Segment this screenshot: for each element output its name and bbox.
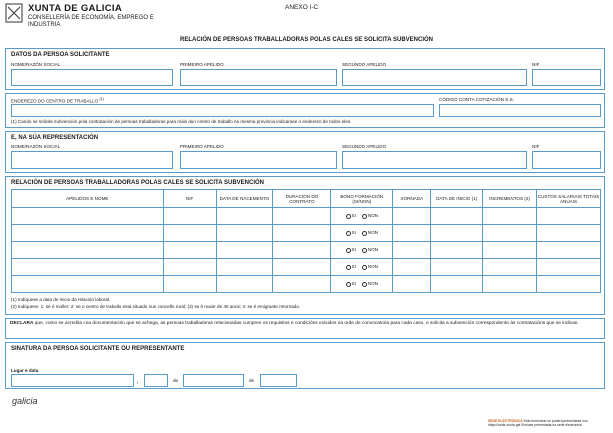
signature-section-title: SINATURA DA PERSOA SOLICITANTE OU REPRESENTANTE	[11, 346, 185, 352]
bono-yes-label: SI	[351, 230, 356, 236]
cell-increments[interactable]	[483, 276, 537, 293]
cell-nif[interactable]	[163, 242, 216, 259]
workers-table-header	[12, 190, 601, 208]
cell-birth[interactable]	[216, 276, 273, 293]
col-bono-header: BONO FORMACIÓN (SI/NON)	[331, 190, 393, 208]
declaration-section	[5, 318, 605, 339]
brand-name: XUNTA DE GALICIA	[28, 3, 122, 14]
representative-surname2-label: SEGUNDO APELIDO	[342, 144, 387, 149]
bono-yes-option[interactable]	[346, 230, 356, 235]
cell-duration[interactable]	[273, 259, 331, 276]
representative-nif-input[interactable]	[532, 151, 601, 169]
xunta-shield-icon	[5, 3, 23, 23]
workers-section	[5, 176, 605, 315]
workplace-code-input[interactable]	[439, 104, 601, 117]
place-input[interactable]	[11, 374, 134, 387]
cell-start[interactable]	[431, 225, 483, 242]
cell-birth[interactable]	[216, 225, 273, 242]
sede-label: SEDE ELECTRÓNICA	[488, 419, 523, 423]
col-start-header: DATA DE INICIO (1)	[431, 190, 483, 208]
sede-text2: Envíase presentada na sede electrónica	[521, 423, 582, 427]
cell-duration[interactable]	[273, 242, 331, 259]
cell-bono	[331, 276, 393, 293]
table-row	[12, 259, 601, 276]
bono-yes-label: SI	[351, 264, 356, 270]
cell-costs[interactable]	[537, 276, 601, 293]
cell-start[interactable]	[431, 259, 483, 276]
cell-xornada[interactable]	[393, 259, 431, 276]
bono-no-option[interactable]	[362, 247, 378, 252]
declaration-lead: DECLARA	[10, 321, 34, 326]
department-name: CONSELLERÍA DE ECONOMÍA, EMPREGO E INDUSTRIA	[28, 15, 154, 28]
workplace-address-label-text: ENDEREZO DO CENTRO DE TRABALLO	[11, 98, 99, 104]
cell-birth[interactable]	[216, 259, 273, 276]
cell-increments[interactable]	[483, 259, 537, 276]
cell-names[interactable]	[12, 259, 164, 276]
bono-no-label: NON	[367, 213, 379, 219]
bono-yes-label: SI	[351, 213, 356, 219]
cell-names[interactable]	[12, 225, 164, 242]
cell-increments[interactable]	[483, 208, 537, 225]
de-label-2: de	[249, 378, 255, 383]
applicant-section	[5, 48, 605, 90]
representative-name-label: NOME/RAZÓN SOCIAL	[11, 144, 61, 149]
applicant-surname2-label: SEGUNDO APELIDO	[342, 62, 387, 67]
page-title: RELACIÓN DE PERSOAS TRABALLADORAS POLAS CALES SE SOLICITA SUBVENCIÓN	[179, 37, 434, 43]
cell-birth[interactable]	[216, 242, 273, 259]
workers-section-title: RELACIÓN DE PERSOAS TRABALLADORAS POLAS CALES SE SOLICITA SUBVENCIÓN	[11, 180, 265, 186]
cell-nif[interactable]	[163, 259, 216, 276]
bono-yes-option[interactable]	[346, 247, 356, 252]
cell-start[interactable]	[431, 208, 483, 225]
annex-label: ANEXO I-C	[285, 4, 319, 11]
representative-section	[5, 131, 605, 173]
applicant-nif-input[interactable]	[532, 69, 601, 86]
applicant-section-title: DATOS DA PERSOA SOLICITANTE	[11, 52, 110, 58]
workers-note-1: (1) Indíquese a data de inicio da relación laboral.	[11, 297, 111, 302]
bono-yes-label: SI	[351, 247, 356, 253]
workers-table	[11, 189, 601, 293]
table-row	[12, 242, 601, 259]
table-row	[12, 276, 601, 293]
radio-icon[interactable]	[362, 265, 367, 270]
year-input[interactable]	[260, 374, 297, 387]
bono-no-option[interactable]	[362, 213, 378, 218]
bono-no-option[interactable]	[362, 230, 378, 235]
col-xornada-header: XORNADA	[393, 190, 431, 208]
cell-names[interactable]	[12, 276, 164, 293]
radio-icon[interactable]	[362, 282, 367, 287]
bono-no-label: NON	[367, 281, 379, 287]
representative-name-input[interactable]	[11, 151, 173, 169]
workplace-address-input[interactable]	[11, 104, 434, 117]
applicant-nif-label: NIF	[532, 62, 540, 67]
cell-nif[interactable]	[163, 208, 216, 225]
workplace-note: (1) Cando se solicite subvención pola contratación de persoas traballadoras para máis dun centro de traballo na mesma provincia indicarase o enderezo de todos eles.	[11, 119, 352, 124]
cell-duration[interactable]	[273, 276, 331, 293]
col-increments-header: INCREMENTOS (2)	[483, 190, 537, 208]
radio-icon[interactable]	[346, 231, 351, 236]
col-costs-header: CUSTOS SALARIAIS TOTAIS ANUAIS	[537, 190, 601, 208]
de-label-1: de	[173, 378, 179, 383]
applicant-surname2-input[interactable]	[342, 69, 527, 86]
col-birth-header: DATA DE NACEMENTO	[216, 190, 273, 208]
radio-icon[interactable]	[346, 265, 351, 270]
radio-icon[interactable]	[362, 248, 367, 253]
applicant-name-input[interactable]	[11, 69, 173, 86]
table-row	[12, 208, 601, 225]
sede-notice	[488, 419, 610, 427]
cell-duration[interactable]	[273, 208, 331, 225]
place-comma: ,	[137, 379, 139, 384]
galicia-logo: galicia	[12, 396, 38, 406]
representative-surname2-input[interactable]	[342, 151, 527, 169]
cell-names[interactable]	[12, 208, 164, 225]
bono-no-option[interactable]	[362, 281, 378, 286]
bono-yes-option[interactable]	[346, 264, 356, 269]
radio-icon[interactable]	[346, 282, 351, 287]
representative-section-title: E, NA SÚA REPRESENTACIÓN	[11, 135, 99, 141]
cell-costs[interactable]	[537, 208, 601, 225]
applicant-surname1-label: PRIMEIRO APELIDO	[180, 62, 224, 67]
applicant-surname1-input[interactable]	[180, 69, 337, 86]
representative-nif-label: NIF	[532, 144, 540, 149]
bono-yes-option[interactable]	[346, 213, 356, 218]
cell-xornada[interactable]	[393, 225, 431, 242]
radio-icon[interactable]	[362, 231, 367, 236]
col-duration-header: DURACIÓN DO CONTRATO	[273, 190, 331, 208]
declaration-text: que, como se acredita coa documentación que se achega, as persoas traballadoras relacionadas cumpren os requisitos e condicións exixidos na orde de convocatoria para cada caso, e solicita a subvención correspondente ás contratacións que se indican.	[33, 321, 579, 326]
radio-icon[interactable]	[362, 214, 367, 219]
signature-section	[5, 342, 605, 389]
table-row	[12, 225, 601, 242]
cell-xornada[interactable]	[393, 208, 431, 225]
month-input[interactable]	[183, 374, 244, 387]
col-nif-header: NIF	[163, 190, 216, 208]
workers-table-body	[12, 208, 601, 293]
sede-url[interactable]: https://sede.xunta.gal	[488, 423, 521, 427]
cell-increments[interactable]	[483, 225, 537, 242]
cell-birth[interactable]	[216, 208, 273, 225]
bono-no-label: NON	[367, 264, 379, 270]
cell-nif[interactable]	[163, 276, 216, 293]
workplace-address-label	[11, 97, 104, 104]
cell-start[interactable]	[431, 276, 483, 293]
sede-text: Este formulario só poderá presentarse nun	[523, 419, 588, 423]
cell-increments[interactable]	[483, 242, 537, 259]
cell-costs[interactable]	[537, 259, 601, 276]
bono-no-label: NON	[367, 247, 379, 253]
cell-start[interactable]	[431, 242, 483, 259]
bono-yes-option[interactable]	[346, 281, 356, 286]
cell-xornada[interactable]	[393, 242, 431, 259]
workplace-section	[5, 93, 605, 128]
cell-bono	[331, 259, 393, 276]
radio-icon[interactable]	[346, 214, 351, 219]
col-names-header: APELIDOS E NOME	[12, 190, 164, 208]
bono-no-option[interactable]	[362, 264, 378, 269]
representative-surname1-input[interactable]	[180, 151, 337, 169]
xunta-logo	[5, 3, 165, 35]
cell-bono	[331, 208, 393, 225]
cell-bono	[331, 225, 393, 242]
cell-bono	[331, 242, 393, 259]
applicant-name-label: NOME/RAZÓN SOCIAL	[11, 62, 61, 67]
day-input[interactable]	[144, 374, 168, 387]
bono-yes-label: SI	[351, 281, 356, 287]
workplace-code-label: CÓDIGO CONTA COTIZACIÓN S.S.	[439, 97, 514, 102]
cell-duration[interactable]	[273, 225, 331, 242]
cell-names[interactable]	[12, 242, 164, 259]
cell-costs[interactable]	[537, 242, 601, 259]
radio-icon[interactable]	[346, 248, 351, 253]
bono-no-label: NON	[367, 230, 379, 236]
workers-note-2: (2) Indíquese: 1: se é muller; 2: se o centro de traballo está situado nun concello rural; (3) se é maior de 45 anos; 4: se é emigrante retornado.	[11, 304, 301, 309]
cell-costs[interactable]	[537, 225, 601, 242]
cell-xornada[interactable]	[393, 276, 431, 293]
representative-surname1-label: PRIMEIRO APELIDO	[180, 144, 224, 149]
workplace-address-footnote-ref: (1)	[99, 97, 104, 101]
place-date-label: Lugar e data	[11, 368, 39, 373]
cell-nif[interactable]	[163, 225, 216, 242]
